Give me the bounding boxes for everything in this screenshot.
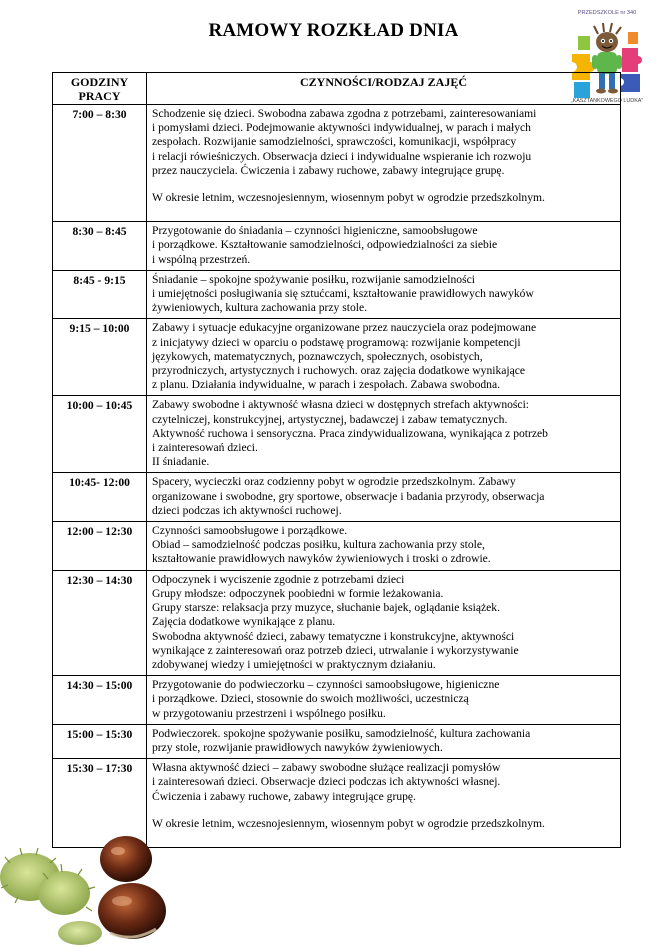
- time-cell: 10:00 – 10:45: [53, 396, 147, 473]
- activity-line: przy stole, rozwijanie prawidłowych nawyków żywieniowych.: [152, 740, 443, 754]
- logo-top-text: PRZEDSZKOLE nr 340: [577, 10, 637, 16]
- logo-bottom-text: „KASZTANKOWEGO LUDKA”: [570, 98, 644, 104]
- activity-line: i pomysłami dzieci. Podejmowanie aktywności indywidualnej, w parach i małych: [152, 121, 531, 135]
- activity-line: i zainteresowań dzieci.: [152, 441, 258, 455]
- schedule-table: [52, 72, 621, 848]
- time-cell: 8:30 – 8:45: [53, 222, 147, 271]
- activity-line: II śniadanie.: [152, 455, 210, 469]
- time-cell: 15:30 – 17:30: [53, 759, 147, 848]
- table-row: [53, 270, 621, 319]
- time-cell: 9:15 – 10:00: [53, 319, 147, 396]
- activity-line: Aktywność ruchowa i sensoryczna. Praca zindywidualizowana, wynikająca z potrzeb: [152, 426, 548, 440]
- activity-line: Zabawy swobodne i aktywność własna dzieci w dostępnych strefach aktywności:: [152, 398, 530, 412]
- activity-line: czytelniczej, konstrukcyjnej, artystycznej, badawczej i zabaw tematycznych.: [152, 412, 508, 426]
- table-header-row: [53, 73, 621, 105]
- activity-line: Grupy młodsze: odpoczynek poobiedni w formie leżakowania.: [152, 586, 444, 600]
- page-title: RAMOWY ROZKŁAD DNIA: [208, 20, 459, 41]
- chestnuts-decoration: [0, 815, 200, 948]
- activity-line: językowych, matematycznych, poznawczych, społecznych, osobistych,: [152, 349, 483, 363]
- activity-line: Śniadanie – spokojne spożywanie posiłku, rozwijanie samodzielności: [152, 272, 475, 286]
- activity-line: zespołach. Rozwijanie samodzielności, sprawczości, komunikacji, współpracy: [152, 135, 517, 149]
- activity-line: Grupy starsze: relaksacja przy muzyce, słuchanie bajek, oglądanie książek.: [152, 601, 500, 615]
- header-hours: GODZINY PRACY: [53, 73, 147, 105]
- activity-line: Przygotowanie do śniadania – czynności higieniczne, samoobsługowe: [152, 224, 478, 238]
- time-cell: 12:30 – 14:30: [53, 570, 147, 675]
- time-cell: 10:45- 12:00: [53, 473, 147, 522]
- activity-line: organizowane i swobodne, gry sportowe, obserwacje i badania przyrody, obserwacja: [152, 489, 545, 503]
- activity-line: dzieci podczas ich aktywności ruchowej.: [152, 503, 342, 517]
- activity-line: z inicjatywy dzieci w oparciu o podstawę programową: rozwijanie kompetencji: [152, 335, 521, 349]
- activity-line: przez nauczyciela. Ćwiczenia i zabawy ruchowe, zabawy integrujące grupę.: [152, 163, 505, 177]
- table-row: [53, 319, 621, 396]
- activity-cell: [147, 759, 621, 848]
- activity-line: Ćwiczenia i zabawy ruchowe, zabawy integrujące grupę.: [152, 789, 416, 803]
- activity-line: przyrodniczych, artystycznych i ruchowych. oraz zajęcia dodatkowe wynikające: [152, 364, 526, 378]
- time-cell: 15:00 – 15:30: [53, 724, 147, 758]
- time-cell: 14:30 – 15:00: [53, 676, 147, 725]
- activity-line: Czynności samoobsługowe i porządkowe.: [152, 524, 348, 538]
- activity-line: Odpoczynek i wyciszenie zgodnie z potrzebami dzieci: [152, 572, 405, 586]
- table-row: [53, 724, 621, 758]
- activity-line: Zabawy i sytuacje edukacyjne organizowane przez nauczyciela oraz podejmowane: [152, 321, 537, 335]
- activity-line: z planu. Działania indywidualne, w parach i zespołach. Zabawa swobodna.: [152, 378, 501, 392]
- blank-line: [152, 804, 614, 817]
- activity-cell: [147, 676, 621, 725]
- activity-line: w przygotowaniu przestrzeni i wspólnego posiłku.: [152, 706, 386, 720]
- activity-cell: [147, 319, 621, 396]
- time-cell: 8:45 - 9:15: [53, 270, 147, 319]
- activity-line: W okresie letnim, wczesnojesiennym, wiosennym pobyt w ogrodzie przedszkolnym.: [152, 816, 545, 830]
- activity-line: Spacery, wycieczki oraz codzienny pobyt w ogrodzie przedszkolnym. Zabawy: [152, 475, 516, 489]
- activity-line: Zajęcia dodatkowe wynikające z planu.: [152, 615, 336, 629]
- activity-line: W okresie letnim, wczesnojesiennym, wiosennym pobyt w ogrodzie przedszkolnym.: [152, 191, 545, 205]
- activity-line: żywieniowych, kultura zachowania przy stole.: [152, 301, 368, 315]
- activity-line: i umiejętności posługiwania się sztućcami, kształtowanie prawidłowych nawyków: [152, 287, 534, 301]
- table-row: [53, 105, 621, 222]
- activity-cell: [147, 222, 621, 271]
- table-row: [53, 570, 621, 675]
- activity-line: wynikające z zainteresowań oraz potrzeb dzieci, utrwalanie i wykorzystywanie: [152, 643, 519, 657]
- activity-line: Schodzenie się dzieci. Swobodna zabawa zgodna z potrzebami, zainteresowaniami: [152, 107, 537, 120]
- activity-line: Podwieczorek. spokojne spożywanie posiłku, samodzielność, kultura zachowania: [152, 726, 531, 740]
- activity-line: i relacji rówieśniczych. Obserwacja dzieci i indywidualne wspieranie ich rozwoju: [152, 149, 532, 163]
- activity-line: zdobywanej wiedzy i umiejętności w praktycznym działaniu.: [152, 657, 436, 671]
- schedule-body: [53, 105, 621, 848]
- activity-cell: [147, 396, 621, 473]
- time-cell: 7:00 – 8:30: [53, 105, 147, 222]
- activity-line: i porządkowe. Dzieci, stosownie do swoich możliwości, uczestniczą: [152, 692, 469, 706]
- activity-cell: [147, 724, 621, 758]
- activity-line: Przygotowanie do podwieczorku – czynności samoobsługowe, higieniczne: [152, 678, 500, 692]
- activity-line: kształtowanie prawidłowych nawyków żywieniowych i troski o zdrowie.: [152, 552, 491, 566]
- activity-line: i porządkowe. Kształtowanie samodzielności, odpowiedzialności za siebie: [152, 238, 498, 252]
- table-row: [53, 222, 621, 271]
- activity-cell: [147, 570, 621, 675]
- blank-line: [152, 831, 614, 844]
- activity-line: Obiad – samodzielność podczas posiłku, kultura zachowania przy stole,: [152, 538, 485, 552]
- activity-cell: [147, 270, 621, 319]
- table-row: [53, 473, 621, 522]
- time-cell: 12:00 – 12:30: [53, 522, 147, 571]
- table-row: [53, 676, 621, 725]
- activity-line: Własna aktywność dzieci – zabawy swobodne służące realizacji pomysłów: [152, 761, 501, 775]
- header-activities: CZYNNOŚCI/RODZAJ ZAJĘĆ: [147, 73, 621, 105]
- table-row: [53, 396, 621, 473]
- activity-cell: [147, 473, 621, 522]
- blank-line: [152, 205, 614, 218]
- activity-cell: [147, 105, 621, 222]
- table-row: [53, 522, 621, 571]
- activity-line: Swobodna aktywność dzieci, zabawy tematyczne i konstrukcyjne, aktywności: [152, 629, 515, 643]
- activity-cell: [147, 522, 621, 571]
- activity-line: i zainteresowań dzieci. Obserwacje dzieci podczas ich aktywności własnej.: [152, 775, 501, 789]
- activity-line: i wspólną przestrzeń.: [152, 252, 251, 266]
- blank-line: [152, 178, 614, 191]
